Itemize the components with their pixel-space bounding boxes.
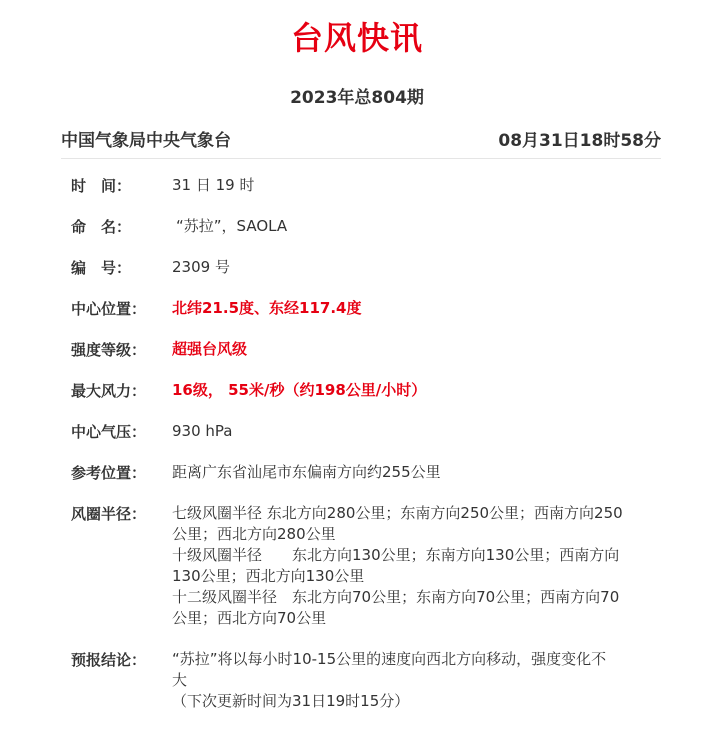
field-value: “苏拉”，SAOLA: [176, 217, 288, 235]
field-label: 中心位置：: [71, 300, 147, 318]
wind-radius-line: 公里；西北方向280公里: [172, 525, 336, 543]
field-value: 超强台风级: [172, 340, 248, 358]
page-title: 台风快讯: [290, 19, 423, 57]
wind-radius-text: [172, 503, 652, 629]
field-label: 强度等级：: [71, 341, 147, 359]
wind-radius-line: 十级风圈半径 东北方向130公里；东南方向130公里；西南方向: [172, 546, 620, 564]
field-value: 2309 号: [172, 258, 230, 276]
bulletin-header: [61, 128, 661, 159]
field-value: 16级， 55米/秒（约198公里/小时）: [172, 381, 427, 399]
field-label: 时 间：: [71, 177, 132, 195]
field-label: 参考位置：: [71, 464, 147, 482]
field-value: 31 日 19 时: [172, 176, 255, 194]
wind-radius-line: 公里；西北方向70公里: [172, 609, 327, 627]
field-value: 930 hPa: [172, 422, 233, 440]
wind-radius-line: 十二级风圈半径 东北方向70公里；东南方向70公里；西南方向70: [172, 588, 620, 606]
field-label: 风圈半径：: [71, 505, 147, 523]
wind-radius-line: 130公里；西北方向130公里: [172, 567, 365, 585]
forecast-line: 大: [172, 671, 188, 689]
field-label: 编 号：: [71, 259, 132, 277]
forecast-line: “苏拉”将以每小时10-15公里的速度向西北方向移动，强度变化不: [172, 650, 607, 668]
release-time: 08月31日18时58分: [498, 131, 661, 151]
agency-name: 中国气象局中央气象台: [61, 131, 231, 151]
field-value: 北纬21.5度、东经117.4度: [172, 299, 362, 317]
field-value: 距离广东省汕尾市东偏南方向约255公里: [172, 463, 441, 481]
field-label: 最大风力：: [71, 382, 147, 400]
forecast-text: [172, 649, 652, 712]
field-label: 命 名：: [71, 218, 132, 236]
field-label: 预报结论：: [71, 651, 147, 669]
issue-number: 2023年总804期: [290, 88, 424, 108]
forecast-line: （下次更新时间为31日19时15分）: [172, 692, 410, 710]
wind-radius-line: 七级风圈半径 东北方向280公里；东南方向250公里；西南方向250: [172, 504, 623, 522]
field-label: 中心气压：: [71, 423, 147, 441]
